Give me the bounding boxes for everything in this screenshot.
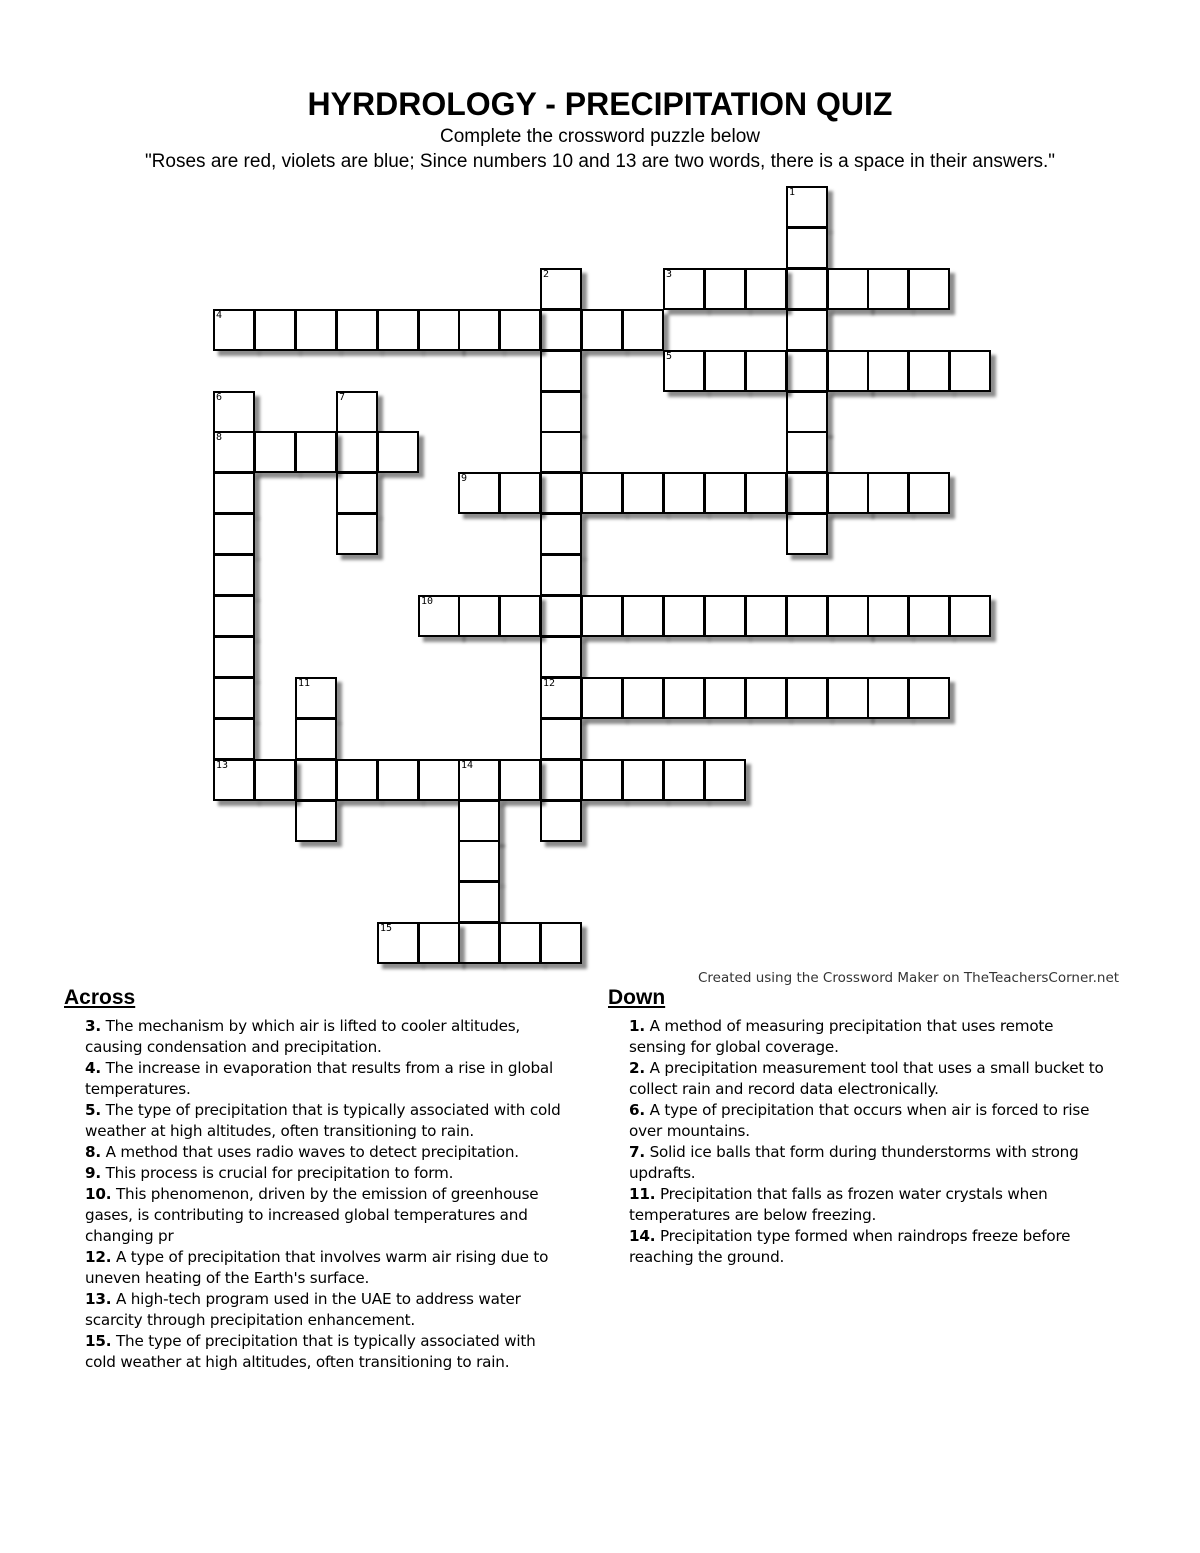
- crossword-cell[interactable]: [867, 350, 909, 392]
- crossword-cell[interactable]: [786, 472, 828, 514]
- crossword-cell[interactable]: [499, 922, 541, 964]
- page-title: HYRDROLOGY - PRECIPITATION QUIZ: [307, 86, 893, 122]
- crossword-cell[interactable]: [540, 431, 582, 473]
- page-subtitle: Complete the crossword puzzle below: [440, 126, 760, 147]
- across-clue: [85, 1331, 570, 1373]
- clue-text: This phenomenon, driven by the emission of greenhouse gases, is contributing to increased global temperatures and changing pr: [85, 1185, 539, 1245]
- across-clue: [85, 1184, 570, 1247]
- crossword-cell[interactable]: [786, 595, 828, 637]
- clue-text: Precipitation type formed when raindrops freeze before reaching the ground.: [629, 1227, 1071, 1266]
- down-clue: [629, 1184, 1114, 1226]
- crossword-cell[interactable]: [786, 513, 828, 555]
- crossword-cell[interactable]: [663, 350, 705, 392]
- across-clue: [85, 1289, 570, 1331]
- crossword-cell[interactable]: [827, 472, 869, 514]
- crossword-cell[interactable]: [336, 472, 378, 514]
- down-clue: [629, 1058, 1114, 1100]
- clue-number: 11.: [629, 1185, 656, 1203]
- crossword-cell[interactable]: [377, 309, 419, 351]
- crossword-cell[interactable]: [786, 677, 828, 719]
- crossword-cell[interactable]: [213, 636, 255, 678]
- crossword-cell[interactable]: [336, 431, 378, 473]
- crossword-cell[interactable]: [540, 636, 582, 678]
- crossword-cell[interactable]: [622, 595, 664, 637]
- clue-text: A method of measuring precipitation that uses remote sensing for global coverage.: [629, 1017, 1054, 1056]
- down-clues-section: [608, 986, 1108, 1268]
- cell-number: 4: [216, 310, 223, 321]
- clue-text: The increase in evaporation that results from a rise in global temperatures.: [85, 1059, 554, 1098]
- across-clue: [85, 1247, 570, 1289]
- clue-number: 8.: [85, 1143, 101, 1161]
- cell-number: 8: [216, 432, 223, 443]
- down-clue: [629, 1100, 1114, 1142]
- crossword-cell[interactable]: [499, 595, 541, 637]
- crossword-cell[interactable]: [908, 472, 950, 514]
- crossword-cell[interactable]: [786, 227, 828, 269]
- clue-text: Precipitation that falls as frozen water crystals when temperatures are below freezing.: [629, 1185, 1048, 1224]
- crossword-cell[interactable]: [827, 595, 869, 637]
- cell-number: 3: [666, 269, 673, 280]
- crossword-cell[interactable]: [336, 309, 378, 351]
- crossword-cell[interactable]: [295, 718, 337, 760]
- crossword-cell[interactable]: [867, 677, 909, 719]
- cell-number: 6: [216, 392, 223, 403]
- crossword-cell[interactable]: [377, 431, 419, 473]
- crossword-cell[interactable]: [336, 759, 378, 801]
- crossword-cell[interactable]: [295, 309, 337, 351]
- crossword-cell[interactable]: [540, 718, 582, 760]
- clue-text: A precipitation measurement tool that uses a small bucket to collect rain and record data electronically.: [629, 1059, 1104, 1098]
- crossword-cell[interactable]: [213, 309, 255, 351]
- crossword-cell[interactable]: [540, 759, 582, 801]
- crossword-cell[interactable]: [786, 186, 828, 228]
- crossword-cell[interactable]: [540, 472, 582, 514]
- cell-number: 5: [666, 351, 673, 362]
- down-clue: [629, 1142, 1114, 1184]
- across-heading: Across: [64, 986, 136, 1009]
- crossword-cell[interactable]: [458, 840, 500, 882]
- crossword-cell[interactable]: [213, 391, 255, 433]
- crossword-cell[interactable]: [458, 759, 500, 801]
- crossword-cell[interactable]: [581, 677, 623, 719]
- clue-number: 14.: [629, 1227, 656, 1245]
- crossword-cell[interactable]: [458, 881, 500, 923]
- crossword-cell[interactable]: [622, 677, 664, 719]
- crossword-cell[interactable]: [908, 677, 950, 719]
- credit-line: Created using the Crossword Maker on TheTeachersCorner.net: [698, 970, 1120, 986]
- crossword-cell[interactable]: [581, 595, 623, 637]
- down-clue: [629, 1016, 1114, 1058]
- crossword-cell[interactable]: [540, 677, 582, 719]
- crossword-cell[interactable]: [377, 922, 419, 964]
- crossword-cell[interactable]: [540, 595, 582, 637]
- clue-text: A method that uses radio waves to detect precipitation.: [100, 1143, 519, 1161]
- across-clue: [85, 1058, 570, 1100]
- cell-number: 14: [461, 760, 474, 771]
- crossword-cell[interactable]: [458, 922, 500, 964]
- clue-number: 9.: [85, 1164, 101, 1182]
- crossword-cell[interactable]: [458, 309, 500, 351]
- clue-number: 13.: [85, 1290, 112, 1308]
- crossword-cell[interactable]: [745, 350, 787, 392]
- cell-number: 9: [461, 473, 468, 484]
- crossword-cell[interactable]: [213, 677, 255, 719]
- crossword-cell[interactable]: [581, 309, 623, 351]
- clue-text: The type of precipitation that is typically associated with cold weather at high altitudes, often transitioning to rain.: [85, 1332, 536, 1371]
- crossword-cell[interactable]: [745, 268, 787, 310]
- crossword-cell[interactable]: [827, 677, 869, 719]
- crossword-cell[interactable]: [949, 595, 991, 637]
- crossword-cell[interactable]: [295, 800, 337, 842]
- crossword-cell[interactable]: [458, 472, 500, 514]
- crossword-cell[interactable]: [336, 391, 378, 433]
- clue-text: A type of precipitation that occurs when air is forced to rise over mountains.: [629, 1101, 1090, 1140]
- cell-number: 13: [216, 760, 229, 771]
- clue-text: The type of precipitation that is typically associated with cold weather at high altitudes, often transitioning to rain.: [85, 1101, 561, 1140]
- cell-number: 15: [380, 923, 393, 934]
- crossword-cell[interactable]: [704, 677, 746, 719]
- clue-text: Solid ice balls that form during thunderstorms with strong updrafts.: [629, 1143, 1079, 1182]
- clue-number: 10.: [85, 1185, 112, 1203]
- clue-text: A type of precipitation that involves warm air rising due to uneven heating of the Earth's surface.: [85, 1248, 549, 1287]
- crossword-cell[interactable]: [540, 922, 582, 964]
- crossword-cell[interactable]: [867, 595, 909, 637]
- crossword-cell[interactable]: [213, 554, 255, 596]
- crossword-cell[interactable]: [663, 595, 705, 637]
- clue-number: 12.: [85, 1248, 112, 1266]
- clue-number: 5.: [85, 1101, 101, 1119]
- crossword-cell[interactable]: [540, 268, 582, 310]
- crossword-cell[interactable]: [295, 431, 337, 473]
- crossword-cell[interactable]: [745, 472, 787, 514]
- crossword-cell[interactable]: [295, 759, 337, 801]
- crossword-cell[interactable]: [213, 595, 255, 637]
- crossword-cell[interactable]: [949, 350, 991, 392]
- clue-text: The mechanism by which air is lifted to cooler altitudes, causing condensation and precipitation.: [85, 1017, 521, 1056]
- crossword-cell[interactable]: [745, 677, 787, 719]
- cell-number: 10: [421, 596, 434, 607]
- down-clue: [629, 1226, 1114, 1268]
- down-clue-list: [608, 1016, 1108, 1268]
- across-clue: [85, 1016, 570, 1058]
- crossword-cell[interactable]: [418, 922, 460, 964]
- crossword-cell[interactable]: [213, 718, 255, 760]
- crossword-cell[interactable]: [213, 431, 255, 473]
- crossword-cell[interactable]: [827, 268, 869, 310]
- across-clue: [85, 1163, 570, 1184]
- crossword-cell[interactable]: [581, 472, 623, 514]
- clue-number: 3.: [85, 1017, 101, 1035]
- crossword-cell[interactable]: [540, 391, 582, 433]
- crossword-cell[interactable]: [786, 391, 828, 433]
- crossword-cell[interactable]: [213, 759, 255, 801]
- crossword-cell[interactable]: [704, 472, 746, 514]
- crossword-cell[interactable]: [745, 595, 787, 637]
- crossword-cell[interactable]: [336, 513, 378, 555]
- crossword-cell[interactable]: [704, 268, 746, 310]
- crossword-cell[interactable]: [418, 759, 460, 801]
- instruction-note: "Roses are red, violets are blue; Since numbers 10 and 13 are two words, there is a space in their answers.": [144, 151, 1056, 172]
- across-clue-list: [64, 1016, 564, 1373]
- crossword-cell[interactable]: [908, 350, 950, 392]
- crossword-cell[interactable]: [704, 595, 746, 637]
- clue-text: This process is crucial for precipitation to form.: [100, 1164, 454, 1182]
- crossword-cell[interactable]: [786, 309, 828, 351]
- cell-number: 7: [339, 392, 346, 403]
- crossword-cell[interactable]: [908, 595, 950, 637]
- across-clue: [85, 1142, 570, 1163]
- crossword-cell[interactable]: [540, 309, 582, 351]
- cell-number: 1: [789, 187, 796, 198]
- crossword-cell[interactable]: [418, 309, 460, 351]
- crossword-cell[interactable]: [499, 759, 541, 801]
- crossword-cell[interactable]: [254, 431, 296, 473]
- crossword-cell[interactable]: [908, 268, 950, 310]
- crossword-cell[interactable]: [540, 800, 582, 842]
- crossword-cell[interactable]: [458, 595, 500, 637]
- down-heading: Down: [608, 986, 666, 1009]
- crossword-cell[interactable]: [499, 309, 541, 351]
- crossword-cell[interactable]: [663, 268, 705, 310]
- crossword-cell[interactable]: [418, 595, 460, 637]
- crossword-cell[interactable]: [867, 268, 909, 310]
- crossword-cell[interactable]: [377, 759, 419, 801]
- cell-number: 2: [543, 269, 550, 280]
- cell-number: 11: [298, 678, 311, 689]
- crossword-cell[interactable]: [622, 759, 664, 801]
- crossword-cell[interactable]: [704, 759, 746, 801]
- across-clues-section: [64, 986, 564, 1373]
- crossword-cell[interactable]: [540, 350, 582, 392]
- crossword-cell[interactable]: [213, 513, 255, 555]
- cell-number: 12: [543, 678, 556, 689]
- across-clue: [85, 1100, 570, 1142]
- crossword-cell[interactable]: [499, 472, 541, 514]
- clue-text: A high-tech program used in the UAE to address water scarcity through precipitation enhancement.: [85, 1290, 521, 1329]
- crossword-cell[interactable]: [622, 472, 664, 514]
- clue-number: 2.: [629, 1059, 645, 1077]
- crossword-cell[interactable]: [704, 350, 746, 392]
- crossword-cell[interactable]: [213, 472, 255, 514]
- crossword-cell[interactable]: [663, 759, 705, 801]
- crossword-cell[interactable]: [663, 472, 705, 514]
- clue-number: 15.: [85, 1332, 112, 1350]
- clue-number: 7.: [629, 1143, 645, 1161]
- crossword-cell[interactable]: [254, 759, 296, 801]
- crossword-cell[interactable]: [867, 472, 909, 514]
- crossword-cell[interactable]: [622, 309, 664, 351]
- clue-number: 4.: [85, 1059, 101, 1077]
- crossword-cell[interactable]: [827, 350, 869, 392]
- crossword-cell[interactable]: [458, 800, 500, 842]
- crossword-cell[interactable]: [295, 677, 337, 719]
- crossword-cell[interactable]: [540, 513, 582, 555]
- clue-number: 6.: [629, 1101, 645, 1119]
- crossword-cell[interactable]: [786, 431, 828, 473]
- clue-number: 1.: [629, 1017, 645, 1035]
- crossword-cell[interactable]: [663, 677, 705, 719]
- crossword-cell[interactable]: [786, 268, 828, 310]
- crossword-cell[interactable]: [786, 350, 828, 392]
- crossword-cell[interactable]: [540, 554, 582, 596]
- crossword-cell[interactable]: [254, 309, 296, 351]
- crossword-cell[interactable]: [581, 759, 623, 801]
